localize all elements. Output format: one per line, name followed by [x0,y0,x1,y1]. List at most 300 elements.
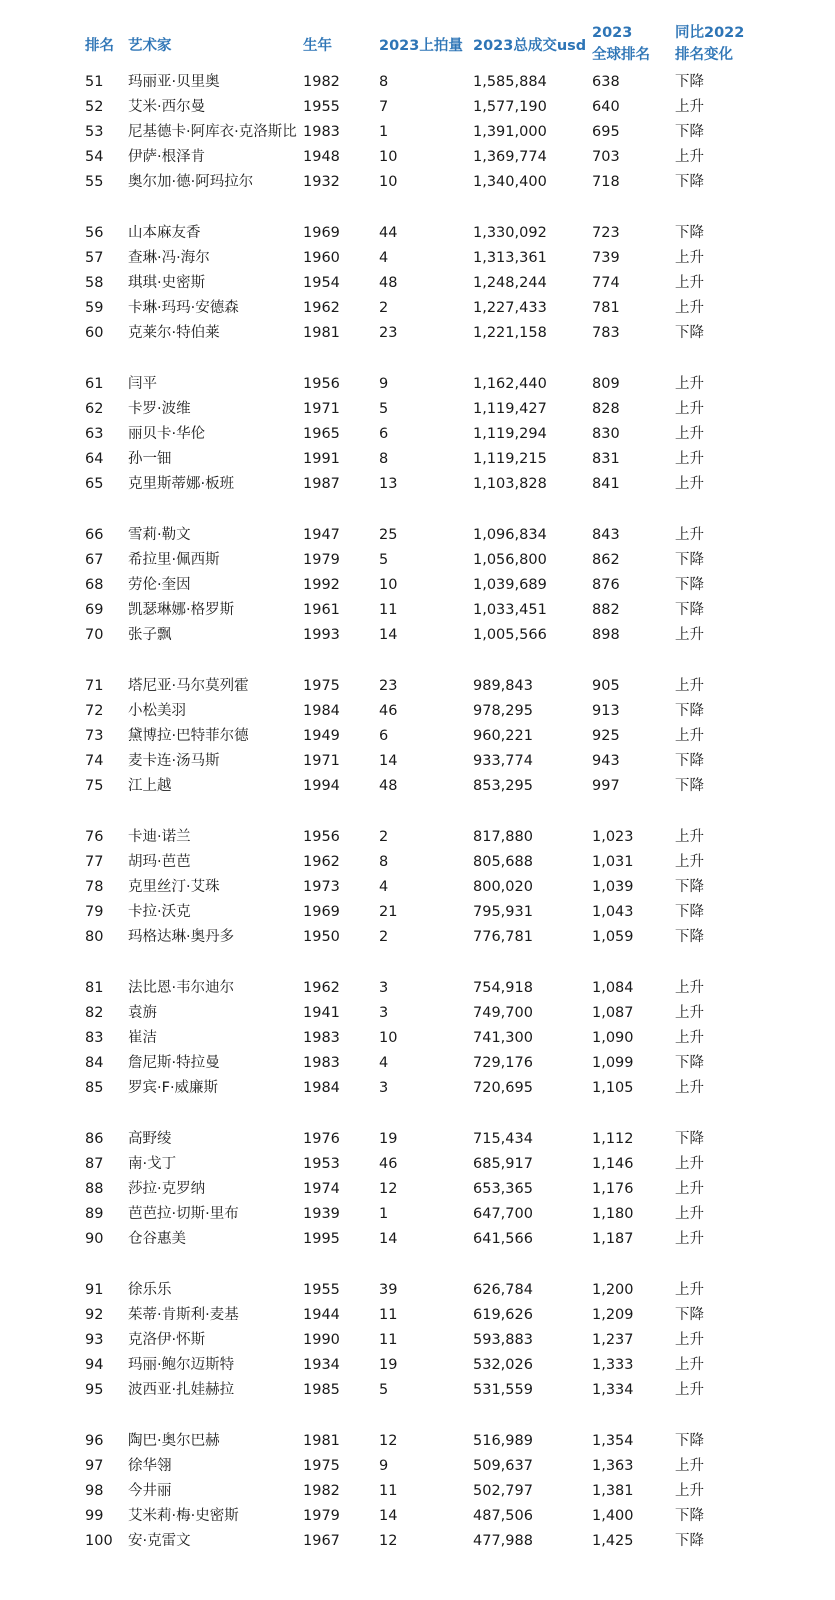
birth-year-cell: 1990 [303,1332,340,1348]
rank-change-cell: 上升 [675,854,704,870]
rank-cell: 75 [85,778,104,794]
lots-cell: 5 [379,401,389,417]
artist-cell: 希拉里·佩西斯 [128,552,220,568]
table-row [0,145,835,170]
rank-change-cell: 上升 [675,1458,704,1474]
artist-cell: 伊萨·根泽肯 [128,149,206,165]
rank-cell: 77 [85,854,104,870]
rank-cell: 69 [85,602,104,618]
table-row [0,1504,835,1529]
global-rank-cell: 1,043 [592,904,634,920]
header-change-line2: 排名变化 [675,47,733,63]
rank-change-cell: 下降 [675,1533,704,1549]
total-usd-cell: 720,695 [473,1080,533,1096]
rank-change-cell: 上升 [675,401,704,417]
global-rank-cell: 1,381 [592,1483,634,1499]
global-rank-cell: 828 [592,401,620,417]
lots-cell: 19 [379,1357,398,1373]
birth-year-cell: 1984 [303,1080,340,1096]
birth-year-cell: 1975 [303,1458,340,1474]
rank-cell: 92 [85,1307,104,1323]
artist-cell: 茱蒂·肯斯利·麦基 [128,1307,239,1323]
global-rank-cell: 1,200 [592,1282,634,1298]
rank-cell: 85 [85,1080,104,1096]
table-row [0,1328,835,1353]
global-rank-cell: 913 [592,703,620,719]
lots-cell: 44 [379,225,398,241]
birth-year-cell: 1941 [303,1005,340,1021]
total-usd-cell: 754,918 [473,980,533,996]
lots-cell: 19 [379,1131,398,1147]
total-usd-cell: 1,585,884 [473,74,547,90]
global-rank-cell: 809 [592,376,620,392]
global-rank-cell: 905 [592,678,620,694]
rank-cell: 87 [85,1156,104,1172]
rank-change-cell: 上升 [675,1080,704,1096]
rank-change-cell: 下降 [675,74,704,90]
artist-cell: 袁旃 [128,1005,157,1021]
artist-cell: 今井丽 [128,1483,172,1499]
rank-change-cell: 上升 [675,678,704,694]
table-row [0,397,835,422]
lots-cell: 3 [379,1005,389,1021]
birth-year-cell: 1991 [303,451,340,467]
total-usd-cell: 933,774 [473,753,533,769]
table-row [0,699,835,724]
rank-change-cell: 上升 [675,1332,704,1348]
birth-year-cell: 1934 [303,1357,340,1373]
rank-change-cell: 上升 [675,149,704,165]
table-row [0,1202,835,1227]
table-row [0,674,835,699]
rank-cell: 64 [85,451,104,467]
global-rank-cell: 862 [592,552,620,568]
rank-change-cell: 上升 [675,1181,704,1197]
global-rank-cell: 1,105 [592,1080,634,1096]
lots-cell: 10 [379,577,398,593]
birth-year-cell: 1955 [303,99,340,115]
table-row [0,1177,835,1202]
rank-cell: 61 [85,376,104,392]
lots-cell: 39 [379,1282,398,1298]
rank-change-cell: 上升 [675,300,704,316]
birth-year-cell: 1983 [303,1030,340,1046]
lots-cell: 6 [379,728,389,744]
rank-change-cell: 下降 [675,124,704,140]
table-row [0,1479,835,1504]
birth-year-cell: 1994 [303,778,340,794]
total-usd-cell: 1,033,451 [473,602,547,618]
rank-cell: 73 [85,728,104,744]
total-usd-cell: 989,843 [473,678,533,694]
global-rank-cell: 695 [592,124,620,140]
lots-cell: 23 [379,325,398,341]
rank-change-cell: 下降 [675,1433,704,1449]
birth-year-cell: 1955 [303,1282,340,1298]
total-usd-cell: 795,931 [473,904,533,920]
lots-cell: 14 [379,753,398,769]
rank-change-cell: 下降 [675,753,704,769]
birth-year-cell: 1950 [303,929,340,945]
lots-cell: 9 [379,376,389,392]
rank-cell: 66 [85,527,104,543]
lots-cell: 25 [379,527,398,543]
total-usd-cell: 729,176 [473,1055,533,1071]
lots-cell: 3 [379,980,389,996]
artist-cell: 张子飘 [128,627,172,643]
global-rank-cell: 739 [592,250,620,266]
lots-cell: 8 [379,74,389,90]
birth-year-cell: 1971 [303,753,340,769]
rank-cell: 51 [85,74,104,90]
artist-cell: 克洛伊·怀斯 [128,1332,206,1348]
lots-cell: 12 [379,1433,398,1449]
table-row [0,447,835,472]
table-row [0,523,835,548]
total-usd-cell: 741,300 [473,1030,533,1046]
rank-change-cell: 上升 [675,980,704,996]
rank-cell: 96 [85,1433,104,1449]
lots-cell: 13 [379,476,398,492]
table-row [0,573,835,598]
total-usd-cell: 685,917 [473,1156,533,1172]
total-usd-cell: 749,700 [473,1005,533,1021]
rank-cell: 98 [85,1483,104,1499]
birth-year-cell: 1975 [303,678,340,694]
table-row [0,422,835,447]
total-usd-cell: 1,369,774 [473,149,547,165]
total-usd-cell: 1,119,294 [473,426,547,442]
global-rank-cell: 1,400 [592,1508,634,1524]
artist-cell: 玛丽·鲍尔迈斯特 [128,1357,235,1373]
birth-year-cell: 1969 [303,225,340,241]
rank-change-cell: 下降 [675,325,704,341]
total-usd-cell: 626,784 [473,1282,533,1298]
table-row [0,1353,835,1378]
rank-cell: 56 [85,225,104,241]
rank-change-cell: 上升 [675,1231,704,1247]
lots-cell: 5 [379,552,389,568]
lots-cell: 12 [379,1533,398,1549]
birth-year-cell: 1965 [303,426,340,442]
birth-year-cell: 1981 [303,1433,340,1449]
rank-change-cell: 上升 [675,1005,704,1021]
birth-year-cell: 1962 [303,854,340,870]
total-usd-cell: 619,626 [473,1307,533,1323]
rank-cell: 74 [85,753,104,769]
birth-year-cell: 1992 [303,577,340,593]
total-usd-cell: 641,566 [473,1231,533,1247]
artist-cell: 罗宾·F·威廉斯 [128,1080,219,1096]
table-header [0,22,835,68]
rank-change-cell: 下降 [675,602,704,618]
rank-change-cell: 下降 [675,225,704,241]
artist-cell: 胡玛·芭芭 [128,854,191,870]
rank-cell: 88 [85,1181,104,1197]
total-usd-cell: 516,989 [473,1433,533,1449]
lots-cell: 46 [379,1156,398,1172]
birth-year-cell: 1981 [303,325,340,341]
global-rank-cell: 1,090 [592,1030,634,1046]
rank-change-cell: 上升 [675,829,704,845]
birth-year-cell: 1982 [303,1483,340,1499]
rank-cell: 91 [85,1282,104,1298]
lots-cell: 12 [379,1181,398,1197]
birth-year-cell: 1944 [303,1307,340,1323]
rank-change-cell: 上升 [675,1156,704,1172]
lots-cell: 11 [379,602,398,618]
artist-cell: 闫平 [128,376,157,392]
global-rank-cell: 1,039 [592,879,634,895]
global-rank-cell: 640 [592,99,620,115]
total-usd-cell: 800,020 [473,879,533,895]
total-usd-cell: 653,365 [473,1181,533,1197]
lots-cell: 48 [379,275,398,291]
artist-cell: 克里丝汀·艾珠 [128,879,220,895]
table-row [0,598,835,623]
table-row [0,774,835,799]
artist-cell: 黛博拉·巴特菲尔德 [128,728,249,744]
artist-cell: 南·戈丁 [128,1156,177,1172]
birth-year-cell: 1979 [303,1508,340,1524]
rank-cell: 52 [85,99,104,115]
total-usd-cell: 647,700 [473,1206,533,1222]
artist-cell: 徐华翎 [128,1458,172,1474]
table-row [0,1026,835,1051]
global-rank-cell: 1,146 [592,1156,634,1172]
artist-cell: 孙一钿 [128,451,172,467]
global-rank-cell: 783 [592,325,620,341]
total-usd-cell: 776,781 [473,929,533,945]
total-usd-cell: 1,119,215 [473,451,547,467]
total-usd-cell: 817,880 [473,829,533,845]
artist-cell: 凯瑟琳娜·格罗斯 [128,602,235,618]
lots-cell: 2 [379,929,389,945]
birth-year-cell: 1979 [303,552,340,568]
global-rank-cell: 1,059 [592,929,634,945]
birth-year-cell: 1973 [303,879,340,895]
table-row [0,1278,835,1303]
birth-year-cell: 1993 [303,627,340,643]
birth-year-cell: 1960 [303,250,340,266]
global-rank-cell: 1,031 [592,854,634,870]
birth-year-cell: 1969 [303,904,340,920]
lots-cell: 23 [379,678,398,694]
table-row [0,1429,835,1454]
table-row [0,925,835,950]
table-row [0,1454,835,1479]
rank-cell: 97 [85,1458,104,1474]
rank-cell: 53 [85,124,104,140]
birth-year-cell: 1971 [303,401,340,417]
total-usd-cell: 1,005,566 [473,627,547,643]
total-usd-cell: 487,506 [473,1508,533,1524]
rank-change-cell: 下降 [675,778,704,794]
table-row [0,1127,835,1152]
header-artist: 艺术家 [128,38,172,54]
global-rank-cell: 1,363 [592,1458,634,1474]
lots-cell: 46 [379,703,398,719]
rank-cell: 79 [85,904,104,920]
global-rank-cell: 831 [592,451,620,467]
global-rank-cell: 1,333 [592,1357,634,1373]
table-row [0,900,835,925]
lots-cell: 7 [379,99,389,115]
rank-change-cell: 下降 [675,1307,704,1323]
artist-cell: 克莱尔·特伯莱 [128,325,220,341]
table-row [0,1001,835,1026]
table-row [0,850,835,875]
global-rank-cell: 1,180 [592,1206,634,1222]
total-usd-cell: 502,797 [473,1483,533,1499]
birth-year-cell: 1956 [303,829,340,845]
global-rank-cell: 1,087 [592,1005,634,1021]
rank-change-cell: 下降 [675,703,704,719]
birth-year-cell: 1962 [303,980,340,996]
lots-cell: 1 [379,1206,389,1222]
global-rank-cell: 882 [592,602,620,618]
artist-cell: 卡琳·玛玛·安德森 [128,300,239,316]
rank-change-cell: 下降 [675,1055,704,1071]
artist-cell: 琪琪·史密斯 [128,275,206,291]
global-rank-cell: 1,425 [592,1533,634,1549]
table-row [0,70,835,95]
table-row [0,120,835,145]
table-row [0,1303,835,1328]
table-row [0,1152,835,1177]
global-rank-cell: 1,354 [592,1433,634,1449]
rank-change-cell: 上升 [675,728,704,744]
lots-cell: 4 [379,1055,389,1071]
artist-cell: 崔洁 [128,1030,157,1046]
rank-cell: 55 [85,174,104,190]
lots-cell: 5 [379,1382,389,1398]
table-row [0,1529,835,1554]
rank-cell: 76 [85,829,104,845]
birth-year-cell: 1956 [303,376,340,392]
artist-cell: 徐乐乐 [128,1282,172,1298]
birth-year-cell: 1947 [303,527,340,543]
birth-year-cell: 1953 [303,1156,340,1172]
global-rank-cell: 843 [592,527,620,543]
table-row [0,170,835,195]
birth-year-cell: 1976 [303,1131,340,1147]
lots-cell: 48 [379,778,398,794]
artist-cell: 陶巴·奥尔巴赫 [128,1433,220,1449]
rank-cell: 70 [85,627,104,643]
rank-change-cell: 上升 [675,426,704,442]
total-usd-cell: 1,227,433 [473,300,547,316]
rank-change-cell: 下降 [675,174,704,190]
artist-cell: 江上越 [128,778,172,794]
total-usd-cell: 1,313,361 [473,250,547,266]
total-usd-cell: 1,330,092 [473,225,547,241]
lots-cell: 11 [379,1307,398,1323]
table-row [0,548,835,573]
table-row [0,321,835,346]
rank-change-cell: 下降 [675,1508,704,1524]
artist-cell: 莎拉·克罗纳 [128,1181,206,1197]
rank-change-cell: 上升 [675,376,704,392]
table-row [0,825,835,850]
rank-cell: 67 [85,552,104,568]
rank-change-cell: 下降 [675,904,704,920]
total-usd-cell: 853,295 [473,778,533,794]
rank-cell: 94 [85,1357,104,1373]
birth-year-cell: 1961 [303,602,340,618]
lots-cell: 11 [379,1332,398,1348]
lots-cell: 8 [379,854,389,870]
artist-cell: 波西亚·扎娃赫拉 [128,1382,235,1398]
lots-cell: 6 [379,426,389,442]
artist-cell: 尼基德卡·阿库衣·克洛斯比 [128,124,297,140]
lots-cell: 10 [379,1030,398,1046]
table-row [0,271,835,296]
birth-year-cell: 1995 [303,1231,340,1247]
birth-year-cell: 1984 [303,703,340,719]
birth-year-cell: 1982 [303,74,340,90]
total-usd-cell: 1,096,834 [473,527,547,543]
birth-year-cell: 1939 [303,1206,340,1222]
header-total-2023: 2023总成交usd [473,38,587,54]
lots-cell: 8 [379,451,389,467]
artist-cell: 麦卡连·汤马斯 [128,753,220,769]
total-usd-cell: 978,295 [473,703,533,719]
rank-cell: 82 [85,1005,104,1021]
artist-cell: 艾米·西尔曼 [128,99,206,115]
global-rank-cell: 1,209 [592,1307,634,1323]
birth-year-cell: 1932 [303,174,340,190]
artist-cell: 詹尼斯·特拉曼 [128,1055,220,1071]
global-rank-cell: 638 [592,74,620,90]
rank-cell: 93 [85,1332,104,1348]
header-rank: 排名 [85,38,114,54]
artist-cell: 玛丽亚·贝里奥 [128,74,220,90]
header-change-line1: 同比2022 [675,25,745,41]
artist-cell: 山本麻友香 [128,225,201,241]
lots-cell: 21 [379,904,398,920]
table-row [0,95,835,120]
rank-change-cell: 上升 [675,476,704,492]
rank-cell: 81 [85,980,104,996]
lots-cell: 9 [379,1458,389,1474]
rank-change-cell: 下降 [675,577,704,593]
rank-cell: 90 [85,1231,104,1247]
header-birth-year: 生年 [303,38,332,54]
global-rank-cell: 1,176 [592,1181,634,1197]
global-rank-cell: 943 [592,753,620,769]
artist-cell: 艾米莉·梅·史密斯 [128,1508,239,1524]
rank-change-cell: 上升 [675,1357,704,1373]
header-global-rank-line2: 全球排名 [592,47,650,63]
global-rank-cell: 997 [592,778,620,794]
lots-cell: 14 [379,1231,398,1247]
global-rank-cell: 781 [592,300,620,316]
total-usd-cell: 532,026 [473,1357,533,1373]
artist-cell: 丽贝卡·华伦 [128,426,206,442]
rank-cell: 71 [85,678,104,694]
artist-cell: 法比恩·韦尔迪尔 [128,980,235,996]
rank-change-cell: 上升 [675,99,704,115]
rank-cell: 68 [85,577,104,593]
rank-cell: 59 [85,300,104,316]
artist-cell: 雪莉·勒文 [128,527,191,543]
birth-year-cell: 1974 [303,1181,340,1197]
birth-year-cell: 1962 [303,300,340,316]
rank-cell: 100 [85,1533,113,1549]
birth-year-cell: 1983 [303,1055,340,1071]
artist-cell: 小松美羽 [128,703,186,719]
